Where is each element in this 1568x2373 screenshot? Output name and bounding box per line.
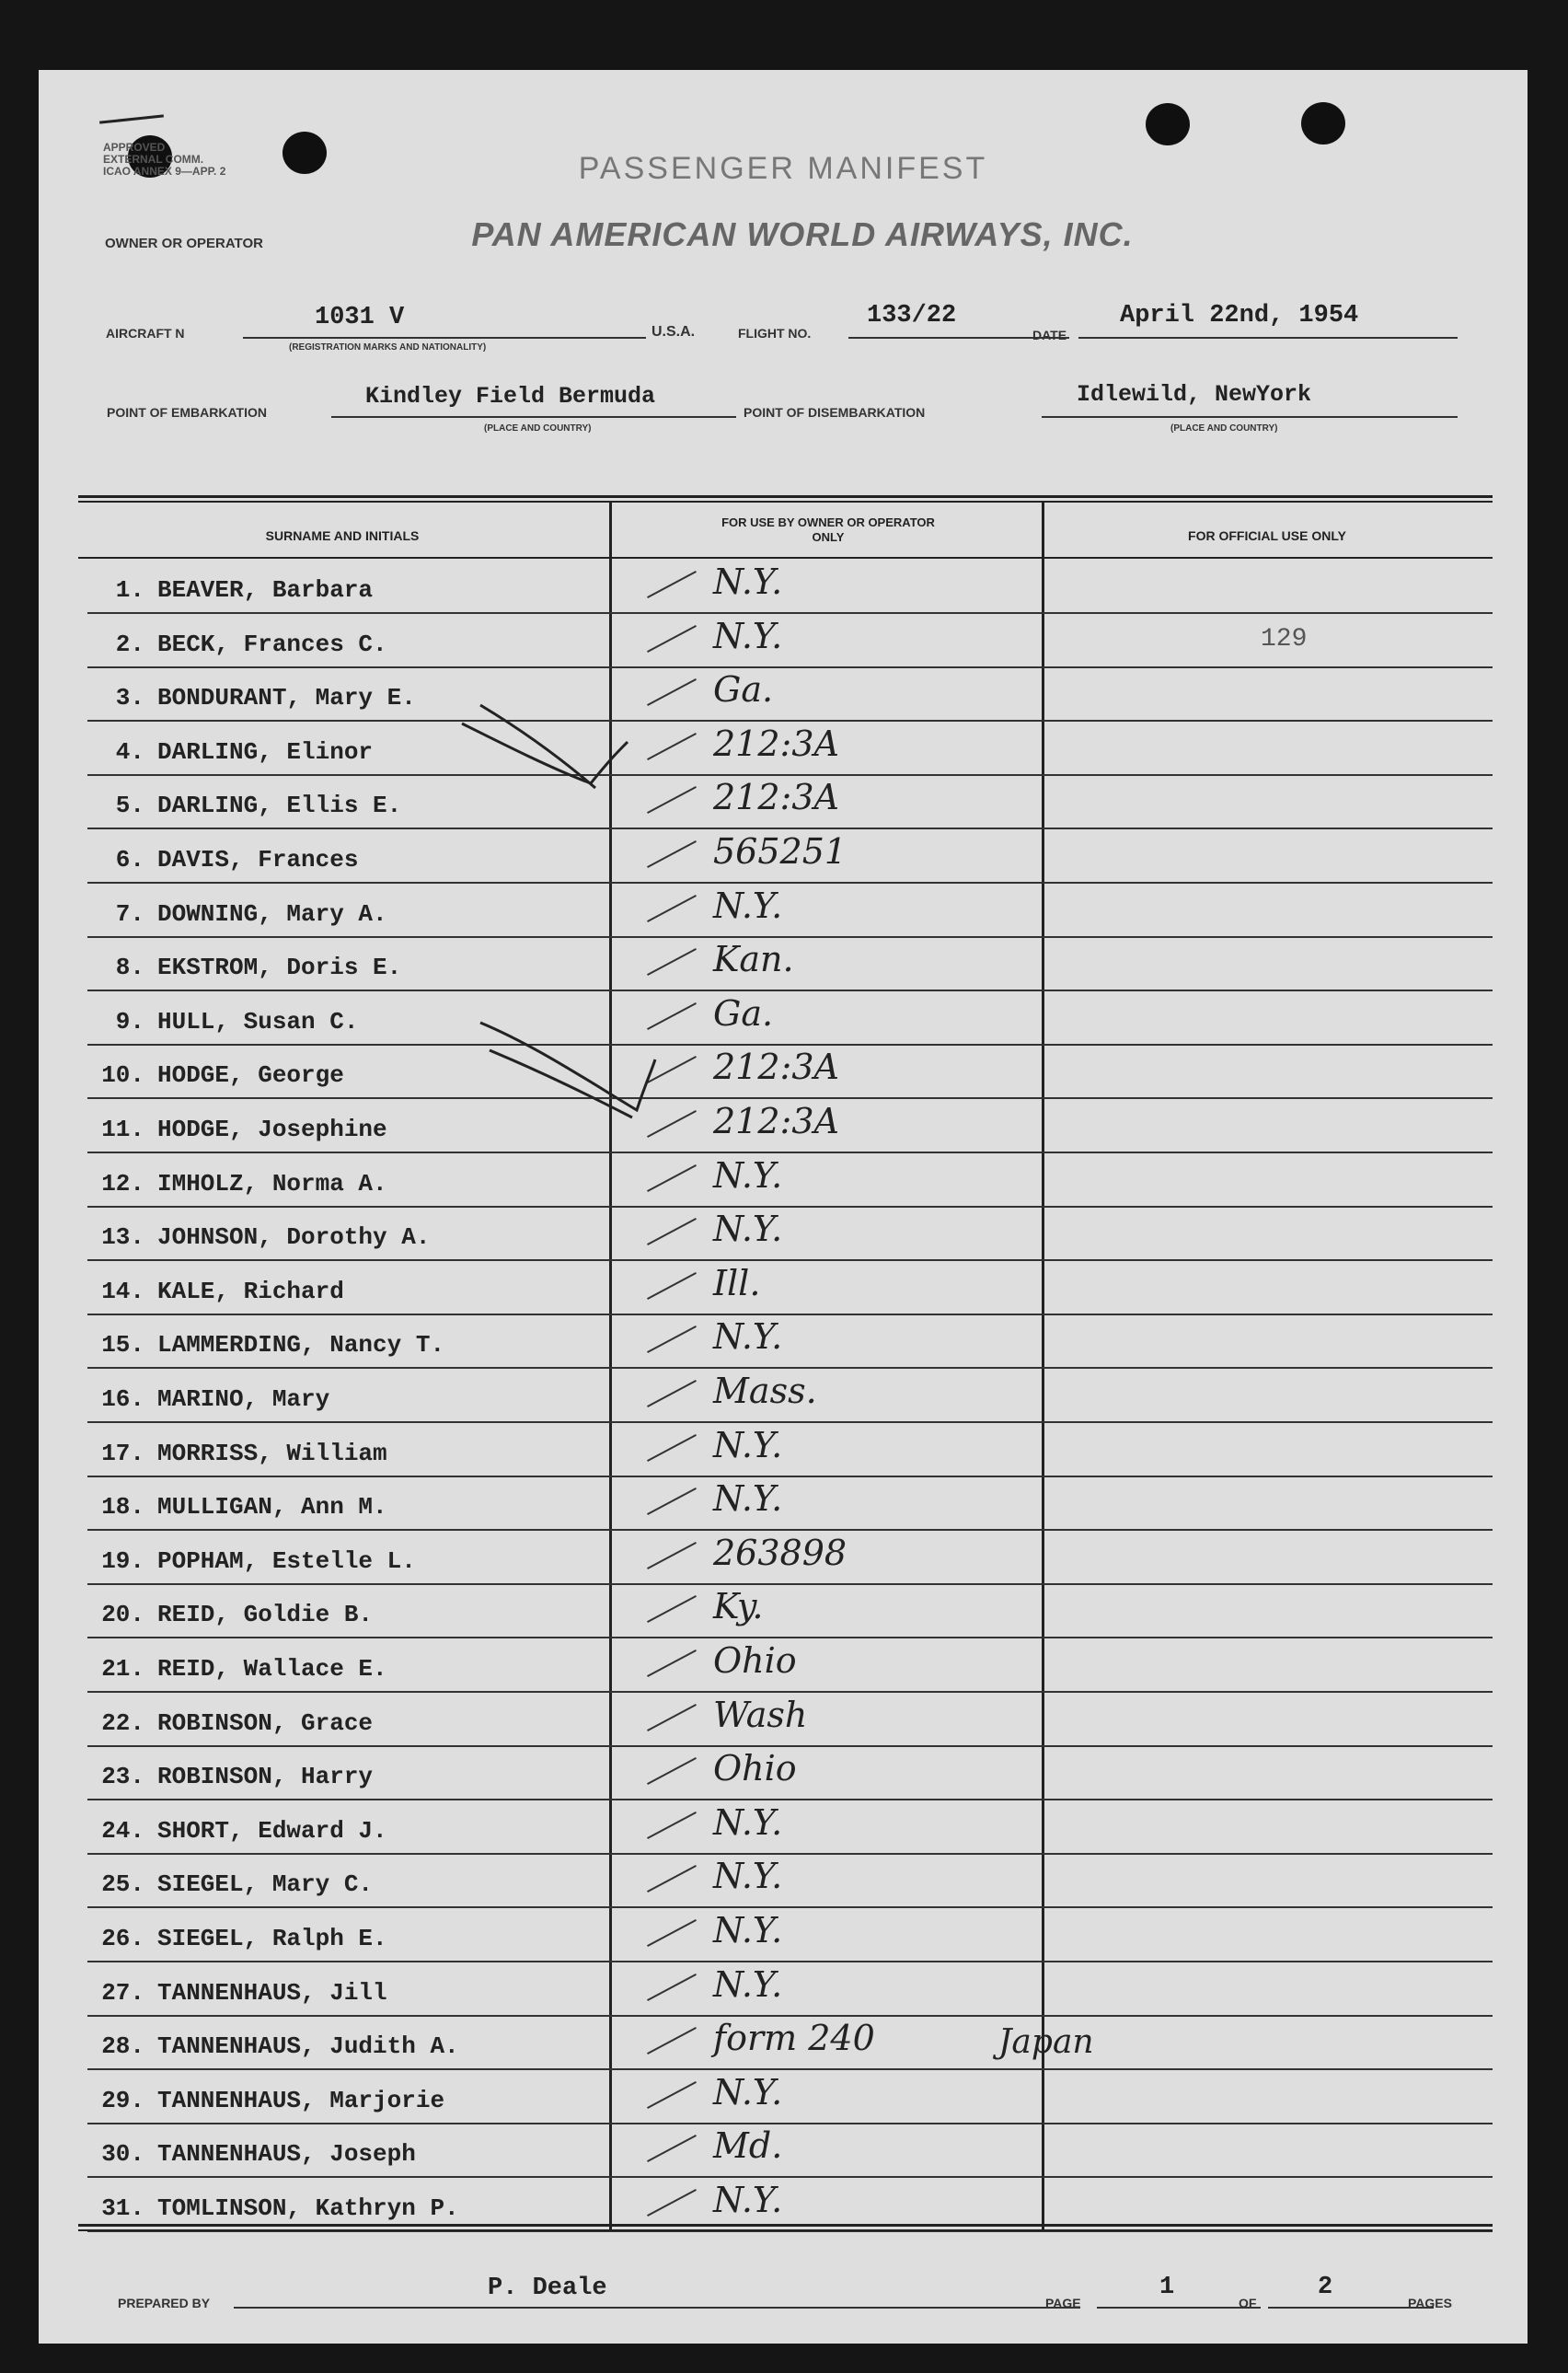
manifest-sheet — [39, 70, 1528, 2344]
row-number: 11. — [101, 1116, 144, 1143]
owner-notation: N.Y. — [713, 1856, 783, 1897]
surname-initials: EKSTROM, Doris E. — [157, 954, 402, 982]
row-number: 4. — [115, 737, 144, 766]
table-row — [78, 2124, 1493, 2178]
stamp-line-3: ICAO ANNEX 9—APP. 2 — [103, 165, 226, 178]
row-number: 10. — [101, 1061, 144, 1090]
table-row — [78, 1099, 1493, 1153]
tally-mark — [647, 1919, 697, 1947]
date-label: DATE — [1032, 328, 1067, 342]
owner-notation: N.Y. — [713, 615, 783, 656]
of-label: OF — [1239, 2296, 1257, 2310]
passenger-name — [101, 1763, 374, 1791]
surname-initials: HODGE, Josephine — [157, 1116, 387, 1143]
passenger-name — [101, 1601, 374, 1629]
country-label: U.S.A. — [651, 324, 696, 340]
row-number: 13. — [101, 1223, 144, 1252]
table-row — [78, 1962, 1493, 2017]
aircraft-sublabel: (REGISTRATION MARKS AND NATIONALITY) — [289, 342, 487, 353]
row-number: 15. — [101, 1331, 144, 1360]
passenger-name — [101, 1061, 344, 1090]
pages-label: PAGES — [1408, 2296, 1452, 2310]
surname-initials: BONDURANT, Mary E. — [157, 684, 416, 712]
row-number: 19. — [101, 1546, 144, 1575]
owner-notation: Mass. — [713, 1371, 817, 1411]
page-number: 1 — [1159, 2274, 1175, 2301]
surname-initials: MULLIGAN, Ann M. — [157, 1493, 387, 1522]
passenger-name — [115, 899, 387, 928]
row-number: 20. — [101, 1601, 144, 1629]
tally-mark — [647, 1325, 697, 1353]
punch-hole-3 — [1146, 103, 1190, 145]
stamp-strike — [99, 114, 164, 123]
flight-value: 133/22 — [867, 302, 957, 330]
row-number: 5. — [115, 792, 144, 820]
table-row — [78, 1476, 1493, 1531]
owner-notation: 263898 — [713, 1532, 847, 1573]
passenger-name — [101, 2140, 416, 2169]
owner-notation: N.Y. — [713, 1963, 783, 2005]
prepared-by-value: P. Deale — [488, 2275, 607, 2302]
table-top-rule-2 — [78, 501, 1493, 503]
surname-initials: IMHOLZ, Norma A. — [157, 1169, 387, 1198]
row-number: 12. — [101, 1169, 144, 1198]
page-title: PASSENGER MANIFEST — [578, 151, 988, 186]
tally-mark — [647, 2081, 697, 2109]
surname-initials: DARLING, Ellis E. — [157, 792, 402, 820]
table-row — [78, 1045, 1493, 1099]
owner-notation: 212:3A — [713, 1047, 839, 1088]
surname-initials: SHORT, Edward J. — [157, 1816, 387, 1845]
surname-initials: TANNENHAUS, Judith A. — [157, 2032, 459, 2061]
surname-initials: SIEGEL, Ralph E. — [157, 1925, 387, 1952]
surname-initials: ROBINSON, Harry — [157, 1763, 374, 1791]
table-row — [78, 1854, 1493, 1908]
row-number: 16. — [101, 1385, 144, 1413]
row-number: 28. — [101, 2032, 144, 2061]
total-pages: 2 — [1318, 2274, 1333, 2301]
date-value: April 22nd, 1954 — [1120, 302, 1359, 330]
aircraft-label: AIRCRAFT N — [106, 326, 185, 341]
table-bottom-rule — [78, 2224, 1493, 2227]
table-row — [78, 722, 1493, 776]
passenger-name — [101, 1331, 445, 1360]
check-mark-darling — [453, 696, 637, 806]
passenger-name — [115, 846, 359, 874]
tally-mark — [647, 2027, 697, 2055]
passenger-name — [101, 1978, 387, 2007]
owner-notation: Ky. — [713, 1586, 764, 1627]
tally-mark — [647, 678, 697, 706]
tally-mark — [647, 895, 697, 922]
passenger-name — [101, 1116, 387, 1143]
owner-notation: N.Y. — [713, 1801, 783, 1843]
passenger-name — [115, 954, 402, 982]
flight-label: FLIGHT NO. — [738, 326, 812, 341]
row-number: 27. — [101, 1978, 144, 2007]
surname-header: SURNAME AND INITIALS — [265, 528, 420, 543]
passenger-name — [101, 1655, 387, 1683]
prepared-by-underline — [234, 2307, 1080, 2309]
table-row — [78, 1314, 1493, 1369]
surname-initials: BECK, Frances C. — [157, 630, 387, 658]
table-bottom-rule-2 — [78, 2229, 1493, 2231]
row-number: 17. — [101, 1439, 144, 1467]
passenger-name — [115, 737, 374, 766]
passenger-name — [115, 630, 387, 658]
prepared-by-label: PREPARED BY — [118, 2296, 211, 2310]
row-number: 2. — [115, 630, 144, 658]
row-number: 6. — [115, 846, 144, 874]
surname-initials: SIEGEL, Mary C. — [157, 1870, 374, 1899]
tally-mark — [647, 2189, 697, 2217]
owner-notation: Ga. — [713, 992, 774, 1034]
punch-hole-4 — [1301, 102, 1345, 145]
tally-mark — [647, 1812, 697, 1839]
owner-notation: 565251 — [713, 831, 847, 872]
surname-initials: TANNENHAUS, Jill — [157, 1978, 387, 2007]
tally-mark — [647, 625, 697, 653]
embark-label: POINT OF EMBARKATION — [107, 405, 267, 420]
table-row — [78, 991, 1493, 1046]
table-row — [78, 1584, 1493, 1638]
passenger-name — [101, 1816, 387, 1845]
tally-mark — [647, 1595, 697, 1623]
row-number: 29. — [101, 2086, 144, 2114]
passenger-name — [101, 1223, 431, 1252]
table-row — [78, 614, 1493, 668]
surname-initials: POPHAM, Estelle L. — [157, 1546, 416, 1575]
table-row — [78, 1693, 1493, 1747]
row-number: 31. — [101, 2194, 144, 2222]
surname-initials: DAVIS, Frances — [157, 846, 359, 874]
owner-notation: N.Y. — [713, 1910, 783, 1950]
tally-mark — [647, 1757, 697, 1785]
tally-mark — [647, 786, 697, 814]
surname-initials: REID, Goldie B. — [157, 1601, 374, 1629]
surname-initials: TANNENHAUS, Joseph — [157, 2140, 416, 2169]
tally-mark — [647, 571, 697, 598]
surname-initials: TANNENHAUS, Marjorie — [157, 2086, 445, 2114]
owner-notation: Kan. — [713, 939, 794, 980]
owner-notation: N.Y. — [713, 1424, 783, 1465]
passenger-name — [101, 2194, 459, 2222]
tally-mark — [647, 2135, 697, 2162]
table-row — [78, 560, 1493, 614]
tally-mark — [647, 1434, 697, 1462]
row-number: 23. — [101, 1763, 144, 1791]
table-row — [78, 1153, 1493, 1208]
tally-mark — [647, 1272, 697, 1300]
surname-initials: KALE, Richard — [157, 1277, 344, 1305]
surname-initials: HODGE, George — [157, 1061, 344, 1090]
handwritten-annotation: Japan — [998, 2023, 1094, 2062]
passenger-name — [101, 2086, 445, 2114]
table-row — [78, 1746, 1493, 1800]
surname-initials: JOHNSON, Dorothy A. — [157, 1223, 431, 1252]
passenger-name — [101, 1277, 344, 1305]
owner-operator-label: OWNER OR OPERATOR — [105, 236, 263, 251]
tally-mark — [647, 1487, 697, 1515]
row-number: 26. — [101, 1925, 144, 1952]
owner-notation: N.Y. — [713, 1209, 783, 1250]
tally-mark — [647, 1164, 697, 1192]
passenger-name — [115, 1007, 359, 1036]
disembark-sublabel: (PLACE AND COUNTRY) — [1170, 423, 1278, 434]
owner-notation: N.Y. — [713, 1316, 783, 1358]
table-top-rule — [78, 495, 1493, 498]
surname-initials: LAMMERDING, Nancy T. — [157, 1331, 445, 1360]
owner-notation: 212:3A — [713, 723, 839, 764]
passenger-name — [101, 1925, 387, 1952]
owner-notation: 212:3A — [713, 777, 839, 818]
owner-notation: N.Y. — [713, 561, 783, 602]
passenger-name — [101, 1493, 387, 1522]
table-row — [78, 1369, 1493, 1423]
stamp-line-2: EXTERNAL COMM. — [103, 153, 204, 166]
row-number: 22. — [101, 1708, 144, 1737]
surname-initials: HULL, Susan C. — [157, 1007, 359, 1036]
owner-notation: Ga. — [713, 669, 774, 711]
owner-notation: Ohio — [713, 1748, 797, 1789]
operator-name: PAN AMERICAN WORLD AIRWAYS, INC. — [471, 215, 1134, 253]
owner-use-header: FOR USE BY OWNER OR OPERATOR ONLY — [721, 515, 935, 544]
row-number: 3. — [115, 684, 144, 712]
owner-notation: N.Y. — [713, 2180, 783, 2220]
tally-mark — [647, 1218, 697, 1245]
table-row — [78, 667, 1493, 722]
row-number: 1. — [115, 576, 144, 604]
table-row — [78, 1207, 1493, 1261]
passenger-name — [101, 2032, 459, 2061]
surname-initials: REID, Wallace E. — [157, 1655, 387, 1683]
surname-initials: BEAVER, Barbara — [157, 576, 374, 604]
table-row — [78, 829, 1493, 884]
surname-initials: DOWNING, Mary A. — [157, 899, 387, 928]
owner-notation: N.Y. — [713, 1154, 783, 1196]
surname-initials: MORRISS, William — [157, 1439, 387, 1467]
row-number: 8. — [115, 954, 144, 982]
header-bottom-rule — [78, 557, 1493, 559]
table-row — [78, 1638, 1493, 1693]
table-row — [78, 1423, 1493, 1477]
tally-mark — [647, 840, 697, 868]
row-number: 21. — [101, 1655, 144, 1683]
passenger-name — [115, 684, 416, 712]
owner-notation: Wash — [713, 1694, 808, 1735]
embark-value: Kindley Field Bermuda — [365, 383, 656, 410]
owner-notation: 212:3A — [713, 1101, 839, 1141]
surname-initials: TOMLINSON, Kathryn P. — [157, 2194, 459, 2222]
surname-initials: DARLING, Elinor — [157, 737, 374, 766]
surname-initials: MARINO, Mary — [157, 1385, 330, 1413]
table-row — [78, 1531, 1493, 1585]
official-notation: 129 — [1261, 624, 1308, 654]
disembark-label: POINT OF DISEMBARKATION — [744, 405, 926, 420]
page-underline — [1097, 2307, 1261, 2309]
owner-notation: N.Y. — [713, 1478, 783, 1520]
row-number: 9. — [115, 1007, 144, 1036]
official-use-header: FOR OFFICIAL USE ONLY — [1188, 528, 1346, 543]
passenger-name — [101, 1169, 387, 1198]
tally-mark — [647, 733, 697, 760]
row-number: 25. — [101, 1870, 144, 1899]
tally-mark — [647, 1865, 697, 1893]
stamp-line-1: APPROVED — [103, 141, 166, 154]
aircraft-value: 1031 V — [315, 304, 405, 331]
table-row — [78, 775, 1493, 829]
owner-notation: N.Y. — [713, 885, 783, 926]
disembark-underline — [1042, 416, 1458, 418]
owner-notation: Md. — [713, 2125, 783, 2167]
passenger-name — [115, 792, 402, 820]
passenger-name — [101, 1439, 387, 1467]
row-number: 24. — [101, 1816, 144, 1845]
tally-mark — [647, 1380, 697, 1407]
passenger-name — [101, 1708, 374, 1737]
table-row — [78, 937, 1493, 991]
table-row — [78, 1261, 1493, 1315]
table-row — [78, 2070, 1493, 2124]
tally-mark — [647, 948, 697, 976]
date-underline — [1078, 337, 1458, 339]
tally-mark — [647, 1542, 697, 1569]
check-mark-hodge — [471, 1009, 664, 1129]
table-row — [78, 1908, 1493, 1962]
row-number: 30. — [101, 2140, 144, 2169]
surname-initials: ROBINSON, Grace — [157, 1708, 374, 1737]
disembark-value: Idlewild, NewYork — [1077, 381, 1312, 408]
embark-sublabel: (PLACE AND COUNTRY) — [484, 423, 592, 434]
table-row — [78, 2016, 1493, 2070]
row-number: 14. — [101, 1277, 144, 1305]
tally-mark — [647, 1650, 697, 1677]
passenger-name — [101, 1546, 416, 1575]
page-label: PAGE — [1045, 2296, 1081, 2310]
table-row — [78, 1800, 1493, 1855]
owner-notation: Ohio — [713, 1640, 797, 1681]
table-row — [78, 884, 1493, 938]
embark-underline — [331, 416, 736, 418]
passenger-name — [101, 1385, 330, 1413]
passenger-name — [101, 1870, 374, 1899]
row-number: 18. — [101, 1493, 144, 1522]
owner-notation: form 240 — [713, 2018, 875, 2059]
aircraft-underline — [243, 337, 646, 339]
tally-mark — [647, 1704, 697, 1731]
owner-notation: Ill. — [713, 1262, 761, 1303]
row-number: 7. — [115, 899, 144, 928]
owner-notation: N.Y. — [713, 2071, 783, 2113]
tally-mark — [647, 1974, 697, 2001]
passenger-name — [115, 576, 374, 604]
